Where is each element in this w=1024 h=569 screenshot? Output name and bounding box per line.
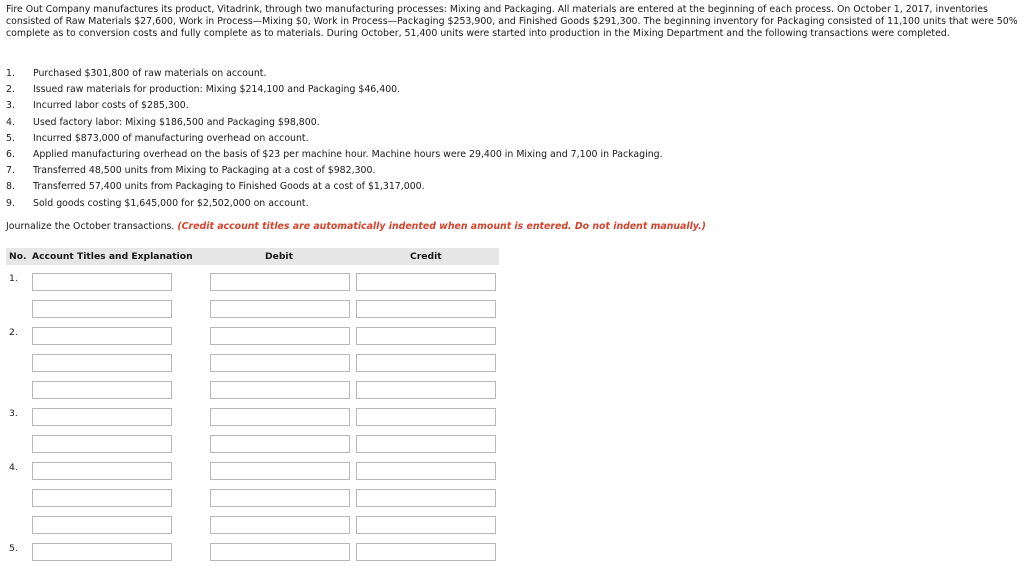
journal-instruction	[6, 221, 706, 232]
header-debit: Debit	[265, 251, 293, 262]
transaction-text: Purchased $301,800 of raw materials on account.	[33, 68, 267, 79]
transaction-number: 4.	[6, 116, 15, 128]
transaction-item	[6, 66, 663, 82]
journal-row	[6, 462, 500, 480]
debit-input[interactable]	[210, 489, 350, 507]
debit-input[interactable]	[210, 381, 350, 399]
transaction-text: Used factory labor: Mixing $186,500 and Packaging $98,800.	[33, 116, 320, 128]
account-title-input[interactable]	[32, 273, 172, 291]
journal-row	[6, 543, 500, 561]
entry-number: 1.	[9, 273, 18, 284]
account-title-input[interactable]	[32, 435, 172, 453]
debit-input[interactable]	[210, 273, 350, 291]
table-header	[6, 248, 499, 265]
transaction-number: 7.	[6, 165, 15, 177]
account-title-input[interactable]	[32, 327, 172, 345]
transaction-item	[6, 196, 663, 212]
credit-input[interactable]	[356, 327, 496, 345]
debit-input[interactable]	[210, 543, 350, 561]
transaction-number: 6.	[6, 148, 15, 160]
journal-row	[6, 354, 500, 372]
debit-input[interactable]	[210, 408, 350, 426]
credit-input[interactable]	[356, 516, 496, 534]
debit-input[interactable]	[210, 327, 350, 345]
transaction-text: Incurred $873,000 of manufacturing overhead on account.	[33, 132, 309, 144]
account-title-input[interactable]	[32, 354, 172, 372]
debit-input[interactable]	[210, 354, 350, 372]
journal-row	[6, 300, 500, 318]
account-title-input[interactable]	[32, 381, 172, 399]
header-account-titles: Account Titles and Explanation	[32, 251, 193, 262]
header-credit: Credit	[410, 251, 442, 262]
credit-input[interactable]	[356, 435, 496, 453]
credit-input[interactable]	[356, 408, 496, 426]
transaction-number: 1.	[6, 68, 15, 79]
transaction-number: 9.	[6, 197, 15, 209]
transaction-text: Applied manufacturing overhead on the basis of $23 per machine hour. Machine hours were 29,400 in Mixing and 7,100 in Packaging.	[33, 148, 663, 160]
credit-input[interactable]	[356, 462, 496, 480]
account-title-input[interactable]	[32, 543, 172, 561]
account-title-input[interactable]	[32, 462, 172, 480]
debit-input[interactable]	[210, 462, 350, 480]
journal-row	[6, 516, 500, 534]
journal-row	[6, 381, 500, 399]
transaction-text: Transferred 48,500 units from Mixing to Packaging at a cost of $982,300.	[33, 165, 376, 177]
transaction-text: Incurred labor costs of $285,300.	[33, 100, 189, 112]
transaction-text: Transferred 57,400 units from Packaging to Finished Goods at a cost of $1,317,000.	[33, 181, 425, 193]
journal-entry-table	[6, 248, 500, 568]
account-title-input[interactable]	[32, 516, 172, 534]
transaction-number: 5.	[6, 132, 15, 144]
debit-input[interactable]	[210, 300, 350, 318]
indent-note: (Credit account titles are automatically indented when amount is entered. Do not indent manually.)	[177, 221, 706, 232]
transaction-item	[6, 131, 663, 147]
credit-input[interactable]	[356, 381, 496, 399]
credit-input[interactable]	[356, 489, 496, 507]
transaction-item	[6, 98, 663, 114]
transaction-number: 8.	[6, 181, 15, 193]
entry-number: 3.	[9, 408, 18, 419]
account-title-input[interactable]	[32, 489, 172, 507]
credit-input[interactable]	[356, 273, 496, 291]
journal-row	[6, 408, 500, 426]
transaction-text: Sold goods costing $1,645,000 for $2,502,000 on account.	[33, 197, 309, 209]
debit-input[interactable]	[210, 516, 350, 534]
debit-input[interactable]	[210, 435, 350, 453]
transaction-item	[6, 115, 663, 131]
transaction-item	[6, 82, 663, 98]
transaction-list	[6, 66, 663, 212]
transaction-number: 2.	[6, 84, 15, 96]
transaction-number: 3.	[6, 100, 15, 112]
problem-statement: Fire Out Company manufactures its product, Vitadrink, through two manufacturing processes: Mixing and Packaging. All materials are entered at the beginning of each process. On October 1, 2017, inventories consisted of Raw Materials $27,600, Work in Process—Mixing $0, Work in Process—Packaging $253,900, and Finished Goods $291,300. The beginning inventory for Packaging consisted of 11,100 units that were 50% complete as to conversion costs and fully complete as to materials. During October, 51,400 units were started into production in the Mixing Department and the following transactions were completed.	[6, 4, 1018, 40]
account-title-input[interactable]	[32, 408, 172, 426]
credit-input[interactable]	[356, 543, 496, 561]
credit-input[interactable]	[356, 354, 496, 372]
journal-row	[6, 435, 500, 453]
header-no: No.	[9, 251, 27, 262]
instruction-text: Journalize the October transactions.	[6, 221, 175, 232]
entry-number: 4.	[9, 462, 18, 473]
transaction-item	[6, 163, 663, 179]
journal-row	[6, 273, 500, 291]
entry-number: 5.	[9, 543, 18, 554]
transaction-item	[6, 179, 663, 195]
credit-input[interactable]	[356, 300, 496, 318]
account-title-input[interactable]	[32, 300, 172, 318]
journal-row	[6, 489, 500, 507]
journal-row	[6, 327, 500, 345]
transaction-text: Issued raw materials for production: Mixing $214,100 and Packaging $46,400.	[33, 84, 401, 96]
transaction-item	[6, 147, 663, 163]
entry-number: 2.	[9, 327, 18, 338]
